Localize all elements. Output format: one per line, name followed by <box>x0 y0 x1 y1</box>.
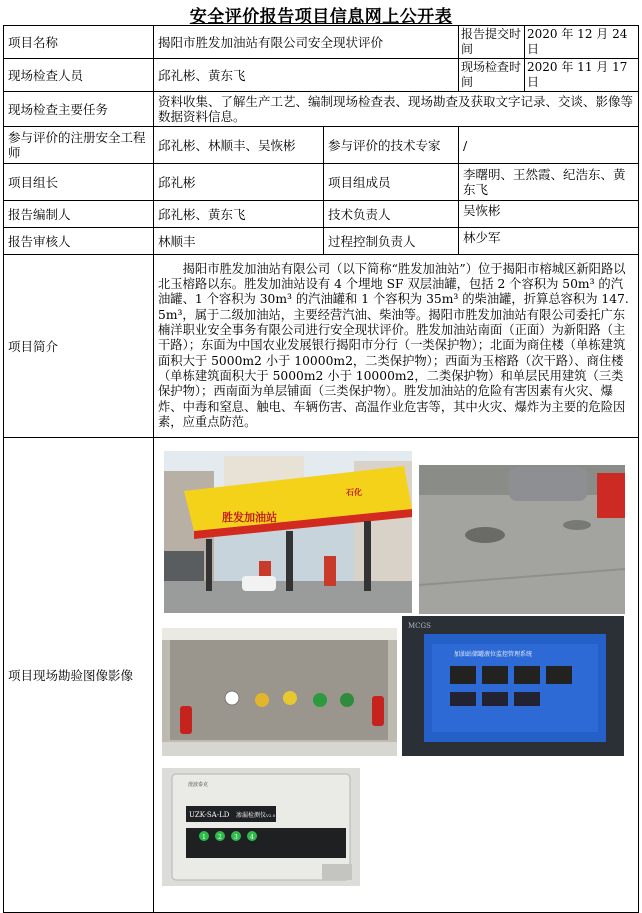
inspect-date-value: 2020 年 11 月 17 日 <box>525 59 639 92</box>
detector-model: UZK-SA-LD <box>189 811 230 819</box>
detector-key-3: 3 <box>234 834 238 841</box>
photo-forecourt <box>419 465 625 614</box>
project-name-label: 项目名称 <box>4 26 154 59</box>
experts-value: / <box>459 127 639 164</box>
detector-key-4: 4 <box>250 834 254 841</box>
photos-label: 项目现场勘验图像影像 <box>4 438 154 913</box>
tech-lead-value: 吴恢彬 <box>459 201 639 228</box>
detector-key-2: 2 <box>218 834 222 841</box>
author-label: 报告编制人 <box>4 201 154 228</box>
tech-lead-label: 技术负责人 <box>324 201 459 228</box>
photo-gas-station <box>164 451 412 613</box>
engineers-label: 参与评价的注册安全工程师 <box>4 127 154 164</box>
brand-mark-text: 石化 <box>346 487 362 497</box>
process-lead-label: 过程控制负责人 <box>324 228 459 255</box>
photo-monitor <box>402 616 624 756</box>
table-row <box>4 438 639 913</box>
engineers-value: 邱礼彬、林顺丰、吴恢彬 <box>154 127 324 164</box>
table-row <box>4 127 639 164</box>
table-row <box>4 255 639 438</box>
detector-key-1: 1 <box>202 834 206 841</box>
experts-label: 参与评价的技术专家 <box>324 127 459 164</box>
table-row <box>4 92 639 127</box>
table-row <box>4 26 639 59</box>
page-title: 安全评价报告项目信息网上公开表 <box>189 7 453 27</box>
project-name-value: 揭阳市胜发加油站有限公司安全现状评价 <box>154 26 459 59</box>
author-value: 邱礼彬、黄东飞 <box>154 201 324 228</box>
submit-date-label: 报告提交时间 <box>459 26 525 59</box>
photos-cell <box>154 438 639 913</box>
table-row <box>4 201 639 228</box>
members-label: 项目组成员 <box>324 164 459 201</box>
photo-valves <box>162 628 397 756</box>
inspect-date-label: 现场检查时间 <box>459 59 525 92</box>
table-row <box>4 228 639 255</box>
tasks-label: 现场检查主要任务 <box>4 92 154 127</box>
station-sign-text: 胜发加油站 <box>222 511 277 524</box>
detector-version: V2.0 <box>266 813 276 818</box>
inspectors-label: 现场检查人员 <box>4 59 154 92</box>
table-row <box>4 59 639 92</box>
process-lead-value: 林少军 <box>459 228 639 255</box>
members-value: 李曙明、王然霞、纪浩东、黄东飞 <box>459 164 639 201</box>
leader-label: 项目组长 <box>4 164 154 201</box>
info-table <box>3 25 639 913</box>
monitor-title: 加油站储罐液位监控管理系统 <box>454 651 533 658</box>
reviewer-label: 报告审核人 <box>4 228 154 255</box>
intro-label: 项目简介 <box>4 255 154 438</box>
leader-value: 邱礼彬 <box>154 164 324 201</box>
intro-value: 揭阳市胜发加油站有限公司（以下简称“胜发加油站”）位于揭阳市榕城区新阳路以北玉榕路以东。胜发加油站设有 4 个埋地 SF 双层油罐，包括 2 个容积为 50m³ 的汽油罐、1 个容积为 30m³ 的汽油罐和 1 个容积为 35m³ 的柴油罐，折算总容积为 147.5m³，属于二级加油站，主要经营汽油、柴油等。揭阳市胜发加油站有限公司委托广东楠洋职业安全事务有限公司进行安全现状评价。胜发加油站南面（正面）为新阳路（主干路）；东面为中国农业发展银行揭阳市分行（一类保护物）；北面为商住楼（单栋建筑面积大于 5000m2 小于 10000m2，二类保护物）；西面为玉榕路（次干路）、商住楼（单栋建筑面积大于 5000m2 小于 10000m2，二类保护物）和单层民用建筑（三类保护物）；西南面为单层铺面（三类保护物）。胜发加油站的危险有害因素有火灾、爆炸、中毒和窒息、触电、车辆伤害、高温作业危害等，其中火灾、爆炸为主要的危险因素，应重点防范。 <box>154 255 639 438</box>
submit-date-value: 2020 年 12 月 24 日 <box>525 26 639 59</box>
detector-name: 渗漏检测仪 <box>236 812 267 819</box>
inspectors-value: 邱礼彬、黄东飞 <box>154 59 459 92</box>
table-row <box>4 164 639 201</box>
tasks-value: 资料收集、了解生产工艺、编制现场检查表、现场勘查及获取文字记录、交谈、影像等数据资料信息。 <box>154 92 639 127</box>
detector-brand: 澄波泰克 <box>188 782 209 788</box>
photo-leak-detector <box>162 768 360 886</box>
monitor-brand: MCGS <box>408 622 431 630</box>
reviewer-value: 林顺丰 <box>154 228 324 255</box>
